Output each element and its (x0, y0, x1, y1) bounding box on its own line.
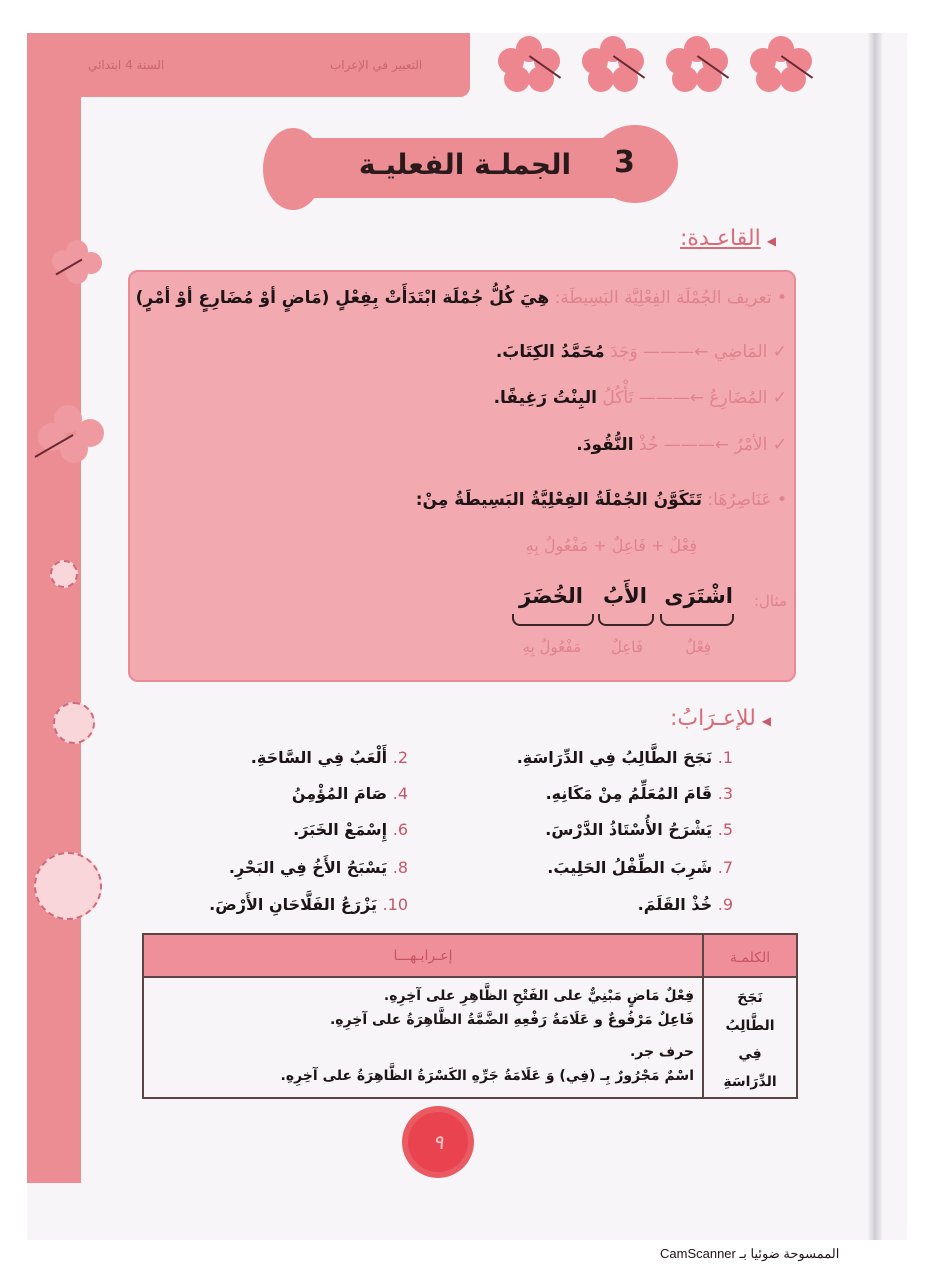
example-word-subject: الأَبُ (603, 584, 647, 608)
exercise-text: صَامَ المُؤْمِنُ (291, 784, 388, 803)
page-gutter-shadow (868, 33, 882, 1240)
exercise-text: خُذْ القَلَمَ. (637, 895, 713, 914)
elements-line (416, 490, 787, 510)
exercise-text: إِسْمَعْ الخَبَرَ. (293, 820, 388, 839)
word: نَجَحَ (737, 990, 763, 1006)
word-cell (703, 977, 797, 1098)
exercise-number: 2. (392, 748, 408, 767)
exercise-number: 9. (717, 895, 733, 914)
rule-heading (680, 226, 776, 251)
daisy-icon (34, 852, 102, 920)
analysis-line: اسْمٌ مَجْرُورٌ بِـ (فِي) وَ عَلَامَةُ جَرِّهِ الكَسْرَةُ الظَّاهِرَةُ على آخِرِهِ. (280, 1068, 694, 1084)
analysis-cell (143, 977, 703, 1098)
analysis-line: حرف جر. (629, 1044, 694, 1060)
parsing-table (142, 933, 798, 1099)
example-role-subject: فَاعِلٌ (610, 638, 643, 656)
elements-label: • عَنَاصِرُهَا: (707, 490, 787, 510)
parsing-heading (670, 706, 771, 731)
exercise-text: يَشْرَحُ الأُسْتَاذُ الدَّرْسَ. (545, 820, 713, 839)
example-label: ✓ المَاضِي (713, 342, 787, 362)
word: الطَّالِبُ (725, 1018, 775, 1034)
flower-icon (496, 36, 564, 92)
lesson-number: 3 (614, 145, 635, 180)
flower-icon (36, 405, 106, 463)
example-label: ✓ المُضَارِعُ (709, 388, 787, 408)
exercise-number: 1. (717, 748, 733, 767)
example-role-object: مَفْعُولٌ بِهِ (522, 638, 581, 656)
exercise-2 (251, 748, 408, 767)
exercise-text: يَسْبَحُ الأَخُ فِي البَحْرِ. (228, 858, 388, 877)
exercise-number: 5. (717, 820, 733, 839)
exercise-8 (229, 858, 408, 877)
lesson-title: الجملـة الفعليـة (358, 148, 572, 181)
exercise-number: 8. (392, 858, 408, 877)
exercise-text: شَرِبَ الطِّفْلُ الحَلِيبَ. (547, 858, 713, 877)
brace-icon (598, 614, 654, 626)
exercise-9 (638, 895, 733, 914)
table-row (143, 977, 797, 1098)
example-present (494, 388, 787, 408)
example-word-object: الخُضَرَ (519, 584, 583, 608)
definition-text: هِيَ كُلُّ جُمْلَة ابْتَدَأَتْ بِفِعْلٍ (مَاضٍ أوْ مُضَارِعٍ أوْ أمْرٍ) (135, 288, 550, 308)
exercise-number: 3. (717, 784, 733, 803)
example-word-verb: اشْتَرَى (664, 584, 733, 608)
exercise-3 (546, 784, 733, 803)
exercise-5 (545, 820, 733, 839)
exercise-number: 4. (392, 784, 408, 803)
example-past (496, 342, 787, 362)
word: فِي (738, 1046, 762, 1062)
exercise-4 (292, 784, 408, 803)
triangle-bullet-icon: ◀ (766, 234, 776, 248)
flower-icon (664, 36, 732, 92)
header-grade: السنة 4 ابتدائي (88, 58, 165, 72)
example-rest: مُحَمَّدُ الكِتَابَ. (495, 342, 605, 362)
analysis-line: فَاعِلٌ مَرْفُوعٌ و عَلَامَةُ رَفْعِهِ الضَّمَّةُ الظَّاهِرَةُ على آخِرِهِ. (329, 1012, 694, 1028)
table-header-row (143, 934, 797, 977)
flower-icon (52, 240, 102, 284)
exercise-10 (209, 895, 408, 914)
daisy-icon (53, 702, 95, 744)
arrow-icon: ←——— (638, 388, 704, 408)
exercise-text: نَجَحَ الطَّالِبُ فِي الدِّرَاسَةِ. (516, 748, 713, 767)
parsing-heading-text: للإعـرَابُ: (670, 706, 756, 731)
example-verb: تَأْكُلُ (602, 388, 634, 408)
example-imperative (576, 435, 787, 455)
example-label: ✓ الأمْرُ (734, 435, 787, 455)
exercise-number: 10. (382, 895, 408, 914)
arrow-icon: ←——— (663, 435, 730, 455)
rule-heading-text: القاعـدة: (680, 226, 761, 251)
exercise-1 (517, 748, 733, 767)
arrow-icon: ←——— (643, 342, 709, 362)
example-rest: البِنْتُ رَغِيفًا. (493, 388, 597, 408)
exercise-text: يَزْرَعُ الفَلَّاحَانِ الأَرْضَ. (209, 895, 377, 914)
brace-icon (512, 614, 594, 626)
exercise-7 (547, 858, 733, 877)
left-decorative-band (27, 33, 81, 1183)
elements-text: تَتَكَوَّنُ الجُمْلَةُ الفِعْلِيَّةُ البَسِيطَةُ مِنْ: (415, 490, 703, 510)
example-role-verb: فِعْلٌ (685, 638, 711, 656)
exercise-number: 6. (392, 820, 408, 839)
analysis-line: فِعْلٌ مَاضٍ مَبْنِيٌّ على الفَتْحِ الظَّاهِرِ على آخِرِهِ. (383, 988, 694, 1004)
definition-label: • تعريف الجُمْلَة الفِعْلِيَّة البَسِيطَة: (554, 288, 787, 308)
header-book-title: التعبير في الإعراب (330, 58, 423, 72)
exercise-text: أَلْعَبُ فِي السَّاحَةِ. (250, 748, 388, 767)
brace-icon (660, 614, 734, 626)
exercise-text: قَامَ المُعَلِّمُ مِنْ مَكَانِهِ. (545, 784, 713, 803)
word: الدِّرَاسَةِ (723, 1074, 777, 1090)
example-verb: وَجَدَ (610, 342, 638, 362)
daisy-icon (50, 560, 78, 588)
header-word: الكلمـة (703, 934, 797, 977)
header-analysis: إعـرابـهـــا (143, 934, 703, 977)
exercise-number: 7. (717, 858, 733, 877)
example-rest: النُّقُودَ. (576, 435, 634, 455)
example-verb: خُذْ (638, 435, 659, 455)
formula: فِعْلٌ + فَاعِلٌ + مَفْعُولٌ بِهِ (525, 536, 697, 555)
scanner-watermark: الممسوحة ضوئيا بـ CamScanner (660, 1246, 840, 1261)
flower-icon (748, 36, 816, 92)
exercise-6 (293, 820, 408, 839)
page-number-badge: ٩ (408, 1112, 468, 1172)
flower-icon (580, 36, 648, 92)
triangle-bullet-icon: ◀ (761, 714, 772, 728)
definition-line (136, 288, 787, 308)
example-label: مثال: (753, 592, 787, 610)
